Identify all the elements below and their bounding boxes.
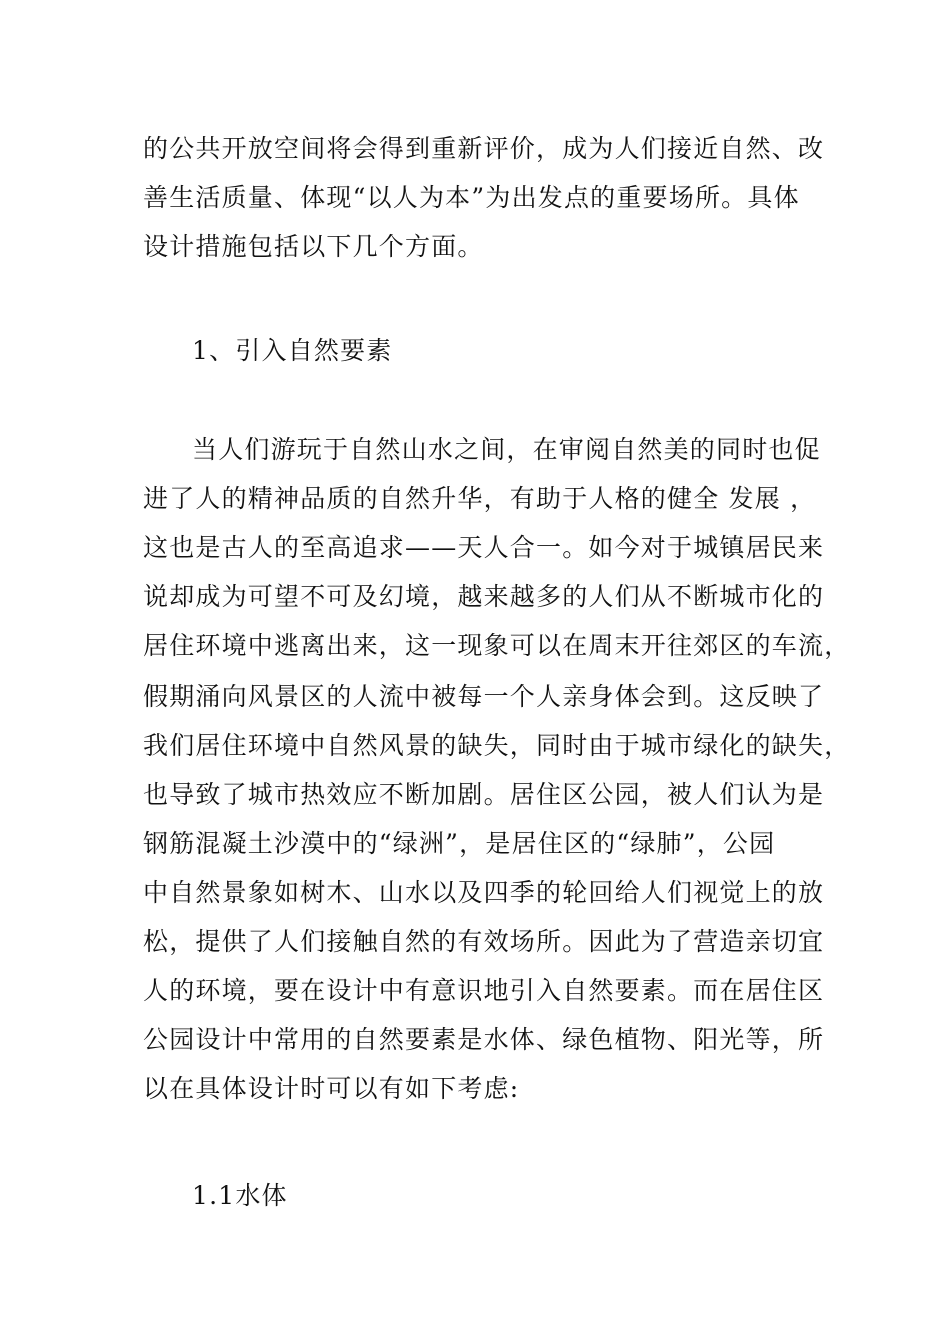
intro-line-3: 设计措施包括以下几个方面。	[143, 232, 484, 261]
main-line-6: 假期涌向风景区的人流中被每一个人亲身体会到。这反映了	[143, 682, 825, 711]
intro-line-2: 善生活质量、体现“以人为本”为出发点的重要场所。具体	[143, 183, 800, 212]
main-line-3: 这也是古人的至高追求——天人合一。如今对于城镇居民来	[143, 533, 825, 562]
section-heading-1-1: 1.1水体	[192, 1181, 288, 1210]
main-line-4: 说却成为可望不可及幻境，越来越多的人们从不断城市化的	[143, 582, 825, 611]
main-line-2: 进了人的精神品质的自然升华，有助于人格的健全 发展 ，	[143, 484, 817, 513]
main-line-7: 我们居住环境中自然风景的缺失，同时由于城市绿化的缺失，	[143, 731, 851, 760]
main-line-1: 当人们游玩于自然山水之间，在审阅自然美的同时也促	[192, 435, 821, 464]
main-line-5: 居住环境中逃离出来，这一现象可以在周末开往郊区的车流，	[143, 631, 851, 660]
main-line-11: 松，提供了人们接触自然的有效场所。因此为了营造亲切宜	[143, 927, 825, 956]
section-heading-1: 1、引入自然要素	[192, 336, 393, 365]
intro-line-1: 的公共开放空间将会得到重新评价，成为人们接近自然、改	[143, 134, 825, 163]
main-line-12: 人的环境，要在设计中有意识地引入自然要素。而在居住区	[143, 976, 825, 1005]
main-line-8: 也导致了城市热效应不断加剧。居住区公园，被人们认为是	[143, 780, 825, 809]
main-line-10: 中自然景象如树木、山水以及四季的轮回给人们视觉上的放	[143, 878, 825, 907]
main-line-13: 公园设计中常用的自然要素是水体、绿色植物、阳光等，所	[143, 1025, 825, 1054]
main-line-14: 以在具体设计时可以有如下考虑:	[143, 1074, 520, 1103]
main-line-9: 钢筋混凝土沙漠中的“绿洲”，是居住区的“绿肺”，公园	[143, 829, 776, 858]
